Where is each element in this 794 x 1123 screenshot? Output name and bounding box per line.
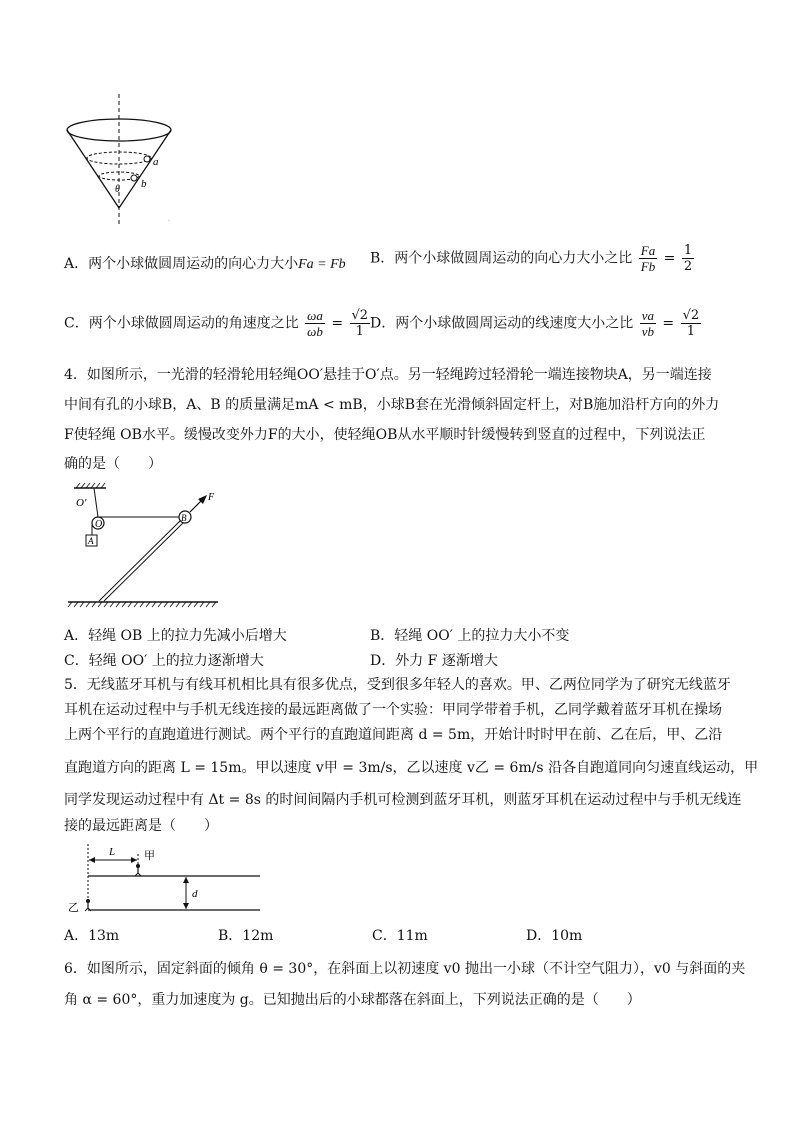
q6-line-1: 6．如图所示，固定斜面的倾角 θ = 30°，在斜面上以初速度 v0 抛出一小球（不计空气阻力），v0 与斜面的夹 (64, 961, 746, 977)
track-figure (64, 840, 269, 918)
q4-option-b: B．轻绳 OO′ 上的拉力大小不变 (370, 628, 570, 644)
q4-line-3: F使轻绳 OB水平。缓慢改变外力F的大小，使轻绳OB从水平顺时针缓慢转到竖直的过程中，下列说法正 (64, 427, 706, 443)
q5-option-b: B．12m (218, 928, 274, 944)
q5-option-d: D．10m (526, 928, 583, 944)
q3-option-b: B．两个小球做圆周运动的向心力大小之比 $\frac{Fa}{Fb}$ = $\frac{1}{2}$ (370, 243, 693, 274)
cone-label-theta: θ (115, 184, 120, 195)
q3-option-a-formula: Fa = Fb (298, 257, 346, 272)
cone-figure (62, 92, 182, 227)
label-b: B (181, 513, 187, 523)
cone-label-a: a (153, 156, 159, 168)
q5-line-1: 5．无线蓝牙耳机与有线耳机相比具有很多优点，受到很多年轻人的喜欢。甲、乙两位同学为了研究无线蓝牙 (64, 677, 731, 693)
q4-line-2: 中间有孔的小球B，A、B 的质量满足mA < mB，小球B套在光滑倾斜固定杆上，对B施加沿杆方向的外力 (64, 397, 720, 413)
label-o: O (95, 519, 103, 530)
q5-line-6: 接的最远距离是（ ） (64, 818, 218, 834)
q5-option-c: C．11m (372, 928, 428, 944)
q5-line-4: 直跑道方向的距离 L = 15m。甲以速度 v甲 = 3m/s，乙以速度 v乙 = 6m/s 沿各自跑道同向匀速直线运动，甲 (64, 760, 759, 776)
label-d: d (192, 888, 198, 900)
q4-option-d: D．外力 F 逐渐增大 (370, 653, 498, 669)
label-a: A (88, 536, 94, 546)
q5-line-5: 同学发现运动过程中有 Δt = 8s 的时间间隔内手机可检测到蓝牙耳机，则蓝牙耳机在运动过程中与手机无线连 (64, 792, 742, 808)
q5-line-2: 耳机在运动过程中与手机无线连接的最远距离做了一个实验：甲同学带着手机，乙同学戴着蓝牙耳机在操场 (64, 702, 722, 718)
label-l: L (109, 846, 116, 858)
q4-option-c: C．轻绳 OO′ 上的拉力逐渐增大 (64, 653, 264, 669)
q5-option-a: A．13m (64, 928, 120, 944)
cone-label-b: b (141, 178, 147, 190)
svg-text:·: · (168, 218, 170, 224)
q6-line-2: 角 α = 60°，重力加速度为 g。已知抛出后的小球都落在斜面上，下列说法正确的是（ ） (64, 992, 641, 1008)
q4-line-4: 确的是（ ） (64, 456, 162, 472)
label-f: F (208, 492, 215, 503)
q4-option-a: A．轻绳 OB 上的拉力先减小后增大 (64, 628, 287, 644)
q4-line-1: 4．如图所示，一光滑的轻滑轮用轻绳OO′悬挂于O′点。另一轻绳跨过轻滑轮一端连接物块A，另一端连接 (64, 367, 712, 383)
q3-option-a: A．两个小球做圆周运动的向心力大小Fa = Fb (64, 256, 346, 272)
q3-option-d: D．两个小球做圆周运动的线速度大小之比 $\frac{va}{vb}$ = $\frac{√2}{1}$ (370, 308, 700, 339)
label-jia: 甲 (144, 850, 155, 862)
q3-option-c: C．两个小球做圆周运动的角速度之比 $\frac{\omega a}{\omega b}$ = $\frac{√2}{1}$ (64, 308, 369, 339)
label-o-prime: O′ (76, 497, 87, 509)
pulley-figure (64, 480, 224, 608)
label-yi: 乙 (68, 902, 79, 914)
q5-line-3: 上两个平行的直跑道进行测试。两个平行的直跑道间距离 d = 5m，开始计时时甲在前、乙在后，甲、乙沿 (64, 727, 723, 743)
